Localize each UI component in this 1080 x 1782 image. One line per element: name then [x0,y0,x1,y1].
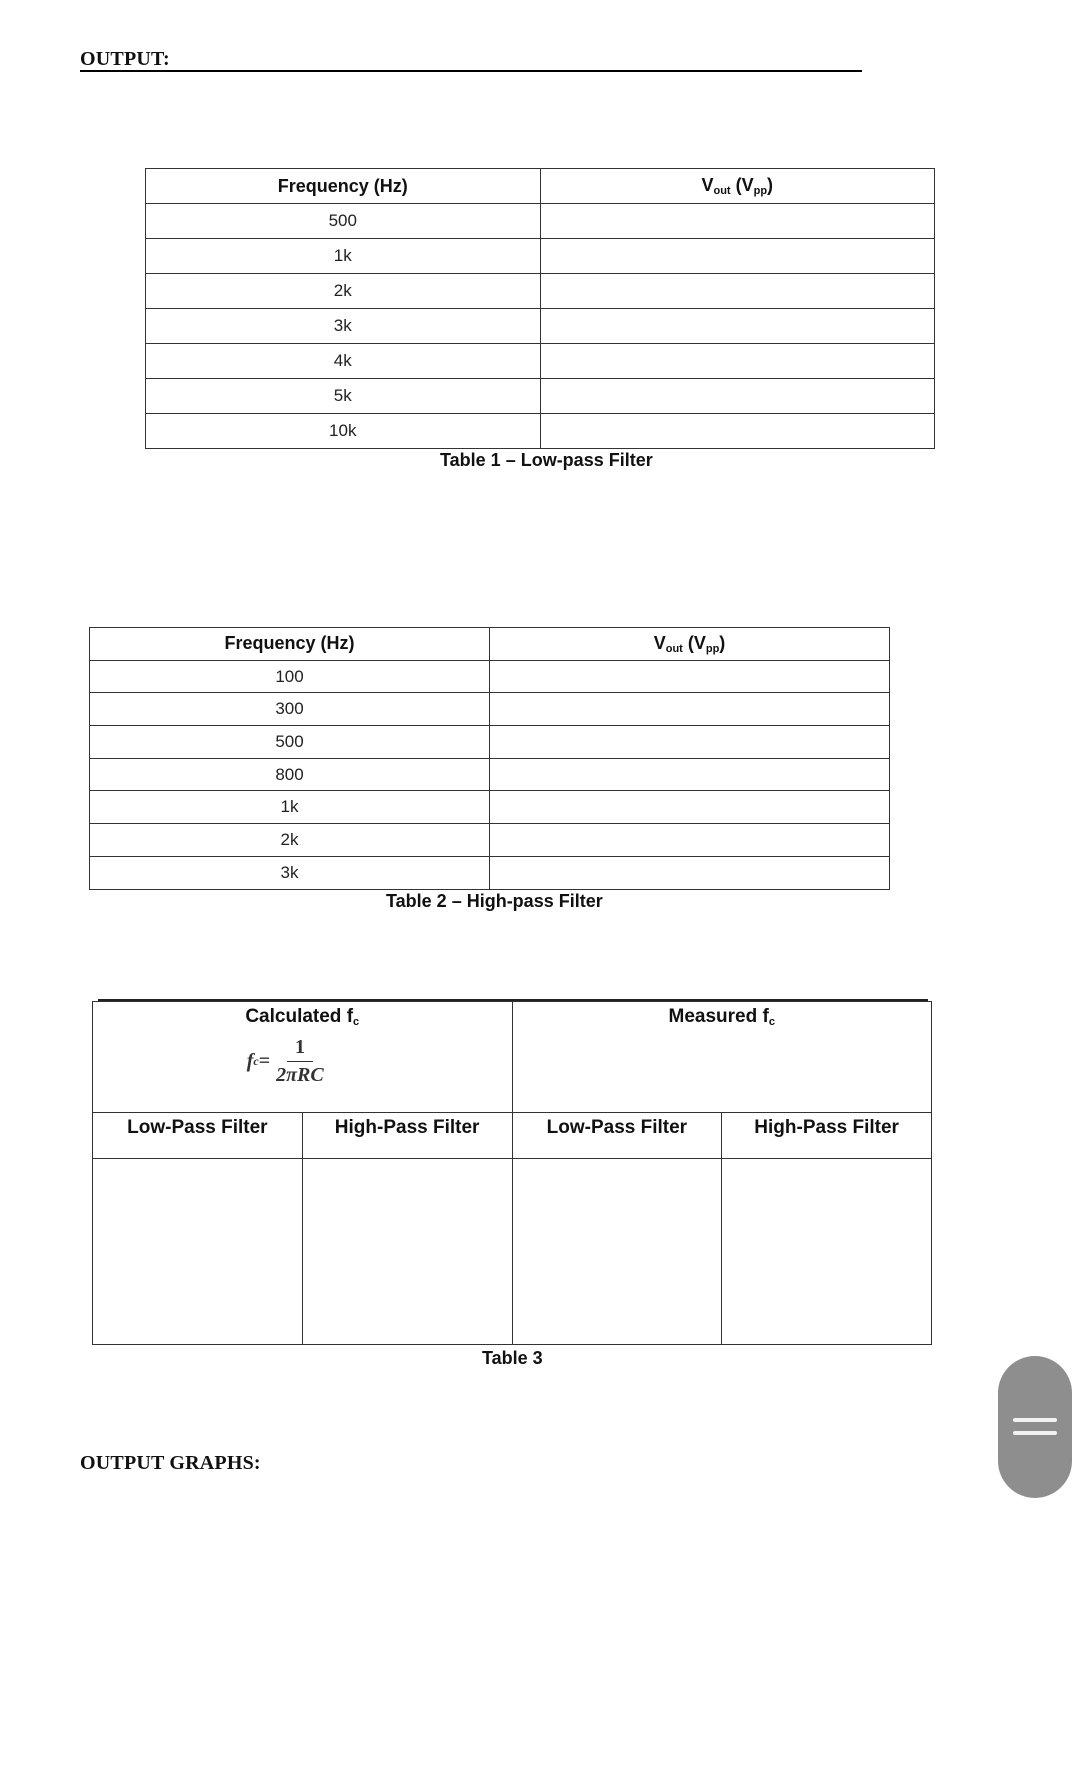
high-pass-table [89,627,890,890]
vout-cell[interactable] [490,856,890,889]
frequency-cell: 2k [90,824,490,857]
vout-cell[interactable] [490,660,890,693]
vout-cell[interactable] [540,204,935,239]
output-graphs-heading: OUTPUT GRAPHS: [80,1452,261,1474]
meas-low-pass-cell[interactable] [512,1159,722,1345]
frequency-header: Frequency (Hz) [146,169,541,204]
table-row [146,204,935,239]
vout-header: $V_{out}$ $(V_{pp})$ [540,169,935,204]
meas-high-pass-header: High-Pass Filter [722,1113,932,1159]
vout-cell[interactable] [490,693,890,726]
vout-cell[interactable] [540,379,935,414]
table1-caption: Table 1 – Low-pass Filter [440,450,653,470]
calc-low-pass-cell[interactable] [93,1159,303,1345]
vout-cell[interactable] [490,791,890,824]
frequency-cell: 3k [146,309,541,344]
frequency-cell: 3k [90,856,490,889]
vout-cell[interactable] [540,309,935,344]
frequency-cell: 100 [90,660,490,693]
table-row [146,344,935,379]
vout-cell[interactable] [490,758,890,791]
table-header-row [93,1002,932,1113]
table-row [93,1159,932,1345]
vout-cell[interactable] [490,824,890,857]
low-pass-table [145,168,935,449]
frequency-cell: 4k [146,344,541,379]
table2-caption: Table 2 – High-pass Filter [386,891,603,911]
table-row [90,726,890,759]
table-row [90,856,890,889]
output-underline [80,70,862,72]
table-row [90,693,890,726]
frequency-header: Frequency (Hz) [90,628,490,661]
vout-cell[interactable] [540,414,935,449]
meas-high-pass-cell[interactable] [722,1159,932,1345]
table-row [146,414,935,449]
frequency-cell: 500 [146,204,541,239]
scroll-handle[interactable] [998,1356,1072,1498]
frequency-cell: 2k [146,274,541,309]
calculated-fc-label: Calculated $f_c$ [245,1006,360,1028]
calc-high-pass-cell[interactable] [302,1159,512,1345]
frequency-cell: 500 [90,726,490,759]
frequency-cell: 10k [146,414,541,449]
table-row [146,309,935,344]
vout-cell[interactable] [490,726,890,759]
vout-header: $V_{out}$ $(V_{pp})$ [490,628,890,661]
cutoff-formula: f c = $\frac{1}{\text{2πRC}}$ [246,1036,324,1086]
table3-caption: Table 3 [482,1348,543,1368]
vout-cell[interactable] [540,274,935,309]
vout-cell[interactable] [540,344,935,379]
table-subheader-row [93,1113,932,1159]
frequency-cell: 1k [90,791,490,824]
table-row [90,824,890,857]
frequency-cell: 1k [146,239,541,274]
table-row [90,758,890,791]
calc-low-pass-header: Low-Pass Filter [93,1113,303,1159]
calculated-fc-header [93,1002,513,1113]
table-row [146,379,935,414]
grip-line-icon [1013,1431,1057,1435]
cutoff-frequency-table [92,1001,932,1345]
table-row [90,791,890,824]
frequency-cell: 800 [90,758,490,791]
table-row [90,660,890,693]
meas-low-pass-header: Low-Pass Filter [512,1113,722,1159]
table-header-row [90,628,890,661]
vout-cell[interactable] [540,239,935,274]
grip-line-icon [1013,1418,1057,1422]
formula-fraction: $\frac{1}{\text{2πRC}}$ [276,1036,324,1086]
output-heading: OUTPUT: [80,48,170,70]
frequency-cell: 300 [90,693,490,726]
table-header-row [146,169,935,204]
table-row [146,239,935,274]
calc-high-pass-header: High-Pass Filter [302,1113,512,1159]
table-row [146,274,935,309]
measured-fc-header: Measured $f_c$ [512,1002,932,1113]
frequency-cell: 5k [146,379,541,414]
